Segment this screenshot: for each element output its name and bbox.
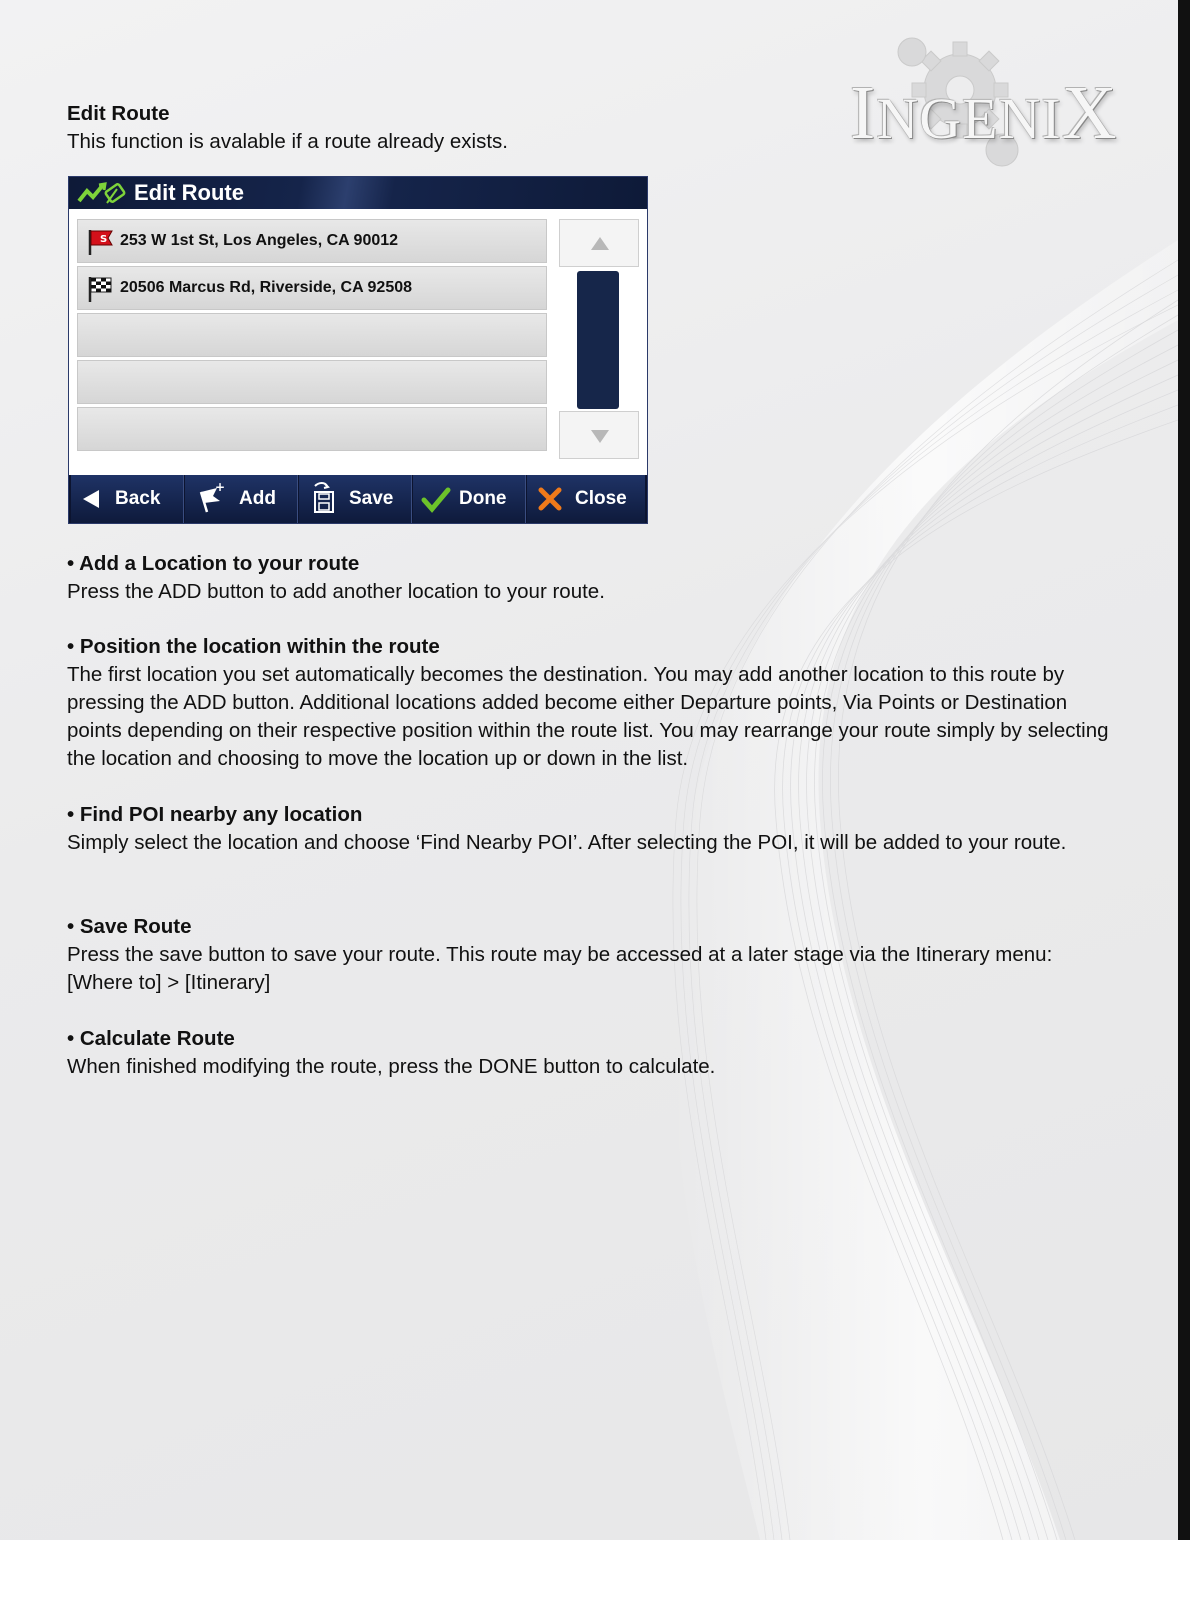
scroll-up-button[interactable]: [559, 219, 639, 267]
item-find-poi: [67, 801, 1107, 857]
svg-text:+: +: [215, 482, 226, 494]
save-button[interactable]: [299, 475, 412, 523]
scroll-down-button[interactable]: [559, 411, 639, 459]
item-title: • Calculate Route: [67, 1027, 235, 1050]
route-row-destination[interactable]: [77, 266, 547, 310]
add-button-label: Add: [239, 488, 276, 509]
route-row-label: 20506 Marcus Rd, Riverside, CA 92508: [120, 279, 413, 296]
edit-route-icon: [77, 181, 129, 205]
add-button[interactable]: [185, 475, 298, 523]
close-x-icon: [537, 484, 563, 514]
button-bar: [69, 475, 647, 523]
back-arrow-icon: [79, 484, 103, 514]
item-title: • Save Route: [67, 915, 192, 938]
item-body: Press the ADD button to add another location to your route.: [67, 580, 605, 603]
checkmark-icon: [421, 484, 451, 514]
route-row-empty[interactable]: [77, 407, 547, 451]
close-button-label: Close: [575, 488, 627, 509]
item-calculate-route: [67, 1025, 1107, 1081]
scrollbar-thumb[interactable]: [577, 271, 619, 409]
item-title: • Find POI nearby any location: [67, 803, 363, 826]
svg-text:S: S: [100, 234, 108, 245]
back-button[interactable]: [71, 475, 184, 523]
item-save-route: [67, 913, 1107, 997]
save-button-label: Save: [349, 488, 394, 509]
window-title-bar: [69, 177, 647, 209]
route-row-empty[interactable]: [77, 313, 547, 357]
arrow-up-icon: [560, 220, 640, 268]
item-title: • Add a Location to your route: [67, 552, 360, 575]
save-icon: [309, 482, 339, 514]
done-button[interactable]: [413, 475, 526, 523]
route-row-start[interactable]: [77, 219, 547, 263]
section-intro: This function is avalable if a route already exists.: [67, 130, 508, 153]
route-row-empty[interactable]: [77, 360, 547, 404]
item-body: When finished modifying the route, press the DONE button to calculate.: [67, 1055, 716, 1078]
section-header: [67, 100, 508, 156]
item-position-location: [67, 633, 1117, 773]
item-body: Press the save button to save your route. This route may be accessed at a later stage via the Itinerary menu: [Where to] > [Itinerary]: [67, 943, 1053, 994]
route-list: [77, 219, 549, 455]
start-flag-icon: [86, 228, 114, 256]
item-body: Simply select the location and choose ‘Find Nearby POI’. After selecting the POI, it will be added to your route.: [67, 831, 1067, 854]
done-button-label: Done: [459, 488, 507, 509]
arrow-down-icon: [560, 412, 640, 460]
close-button[interactable]: [527, 475, 645, 523]
item-add-location: [67, 550, 1107, 606]
page-edge-bar: [1178, 0, 1190, 1540]
back-button-label: Back: [115, 488, 161, 509]
add-flag-icon: [193, 482, 227, 514]
item-body: The first location you set automatically becomes the destination. You may add another location to this route by pressing the ADD button. Additional locations added become either Departure points, Via Points or Destination points depending on their respective position within the route list. You may rearrange your route simply by selecting the location and choosing to move the location up or down in the list.: [67, 663, 1109, 770]
page-bottom-margin: [0, 1540, 1190, 1612]
checkered-flag-icon: [86, 275, 114, 303]
window-title: Edit Route: [134, 180, 244, 205]
logo-wordmark: INGENIX: [850, 71, 1118, 155]
ingenix-logo: [850, 30, 1150, 180]
route-row-label: 253 W 1st St, Los Angeles, CA 90012: [120, 232, 399, 249]
item-title: • Position the location within the route: [67, 635, 440, 658]
edit-route-window: [68, 176, 648, 524]
section-title: Edit Route: [67, 102, 170, 125]
